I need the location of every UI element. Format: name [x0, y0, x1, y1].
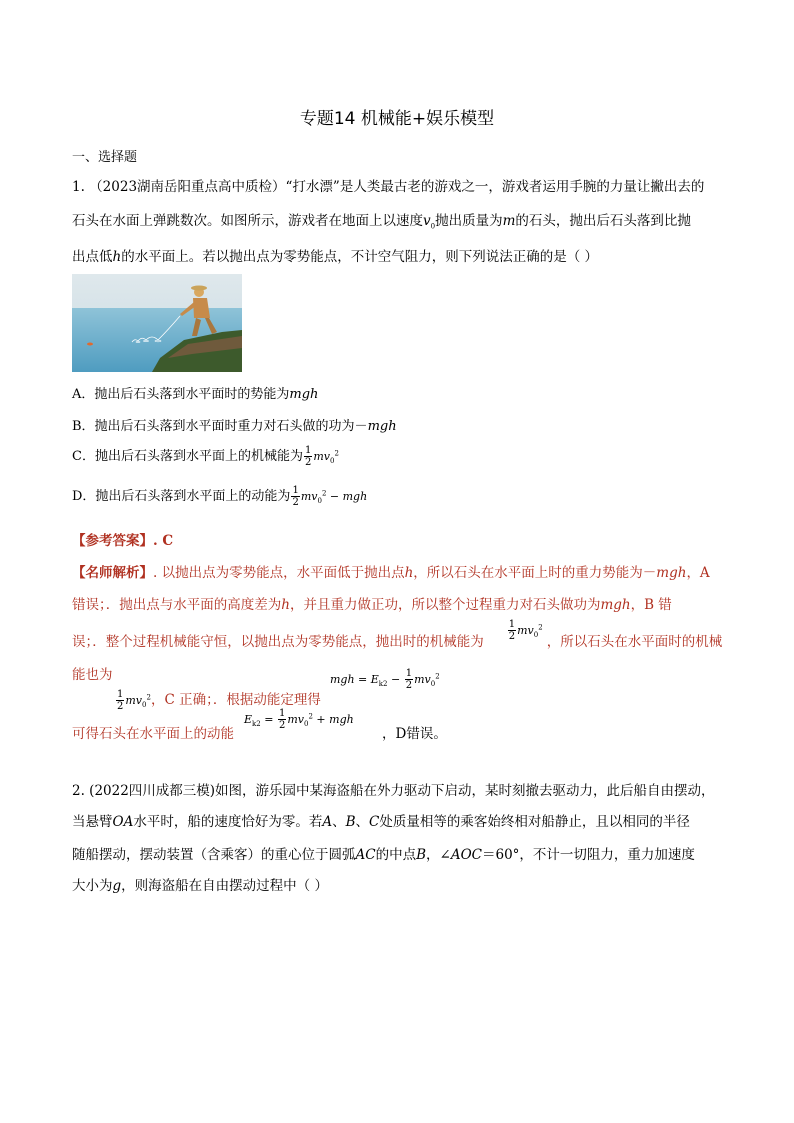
analysis-line-4: 能也为: [72, 667, 113, 683]
fraction-half: $\frac{1}{2}$: [278, 708, 286, 731]
answer-label: 【参考答案】: [72, 533, 153, 549]
q2-line-3: 随船摆动，摆动装置（含乘客）的重心位于圆弧AC的中点B，∠AOC＝60°，不计一切阻力，重力加速度: [72, 847, 695, 863]
fraction-half: $\frac{1}{2}$: [292, 485, 299, 508]
analysis-line-2: 错误；．抛出点与水平面的高度差为h，并且重力做正功，所以整个过程重力对石头做功为mgh，B 错: [72, 597, 672, 613]
answer-value: . C: [153, 533, 174, 549]
stone-skipping-figure: [72, 274, 242, 372]
q1-line-2: 石头在水面上弹跳数次。如图所示，游戏者在地面上以速度$v_0$抛出质量为m的石头，抛出后石头落到比抛: [72, 213, 691, 231]
q2-line-1: 2. (2022四川成都三模)如图，游乐园中某海盗船在外力驱动下启动，某时刻撤去驱动力，此后船自由摆动，: [72, 783, 715, 799]
section-heading: 一、选择题: [72, 150, 138, 165]
q1-option-a: A．抛出后石头落到水平面时的势能为mgh: [72, 387, 319, 402]
fraction-half: $\frac{1}{2}$: [117, 689, 124, 712]
q2-line-4: 大小为g，则海盗船在自由摆动过程中（ ）: [72, 878, 328, 894]
fraction-half: $\frac{1}{2}$: [304, 445, 312, 468]
analysis-line-5-end: ，D错误。: [382, 726, 447, 742]
answer-line: [72, 529, 173, 549]
analysis-label: 【名师解析】: [72, 565, 153, 581]
analysis-line-3: 误；．整个过程机械能守恒，以抛出点为零势能点，抛出时的机械能为 $\frac{1}{2}$ $^{mv_0^2}$，所以石头在水平面时的机械: [72, 619, 723, 650]
page-title: 专题14 机械能+娱乐模型: [299, 109, 495, 129]
analysis-line-4b: $\frac{1}{2}$ $mv_0^2$，C 正确；．根据动能定理得: [117, 689, 321, 712]
q1-option-c: C．抛出后石头落到水平面上的机械能为 $\frac{1}{2}$ $mv_0^2$: [72, 445, 339, 468]
fraction-half: $\frac{1}{2}$: [508, 619, 516, 642]
analysis-line-5: 可得石头在水平面上的动能: [72, 726, 234, 742]
q1-option-b: B．抛出后石头落到水平面时重力对石头做的功为－mgh: [72, 419, 397, 434]
symbol-m: m: [502, 213, 516, 229]
q2-line-2: 当悬臂OA水平时，船的速度恰好为零。若A、B、C处质量相等的乘客始终相对船静止，且以相同的半径: [72, 814, 690, 830]
symbol-h: h: [112, 249, 122, 265]
kinetic-energy-theorem-equation: mgh = $E_{k2}$ − $\frac{1}{2}$ $mv_0^2$: [330, 668, 440, 691]
q1-option-d: D．抛出后石头落到水平面上的动能为 $\frac{1}{2}$ $mv_0^2$ − mgh: [72, 485, 368, 508]
stone-skipping-illustration: [72, 274, 242, 372]
q1-line-3: 出点低h的水平面上。若以抛出点为零势能点，不计空气阻力，则下列说法正确的是（ ）: [72, 249, 598, 265]
q1-line-1: 1. （2023湖南岳阳重点高中质检）“打水漂”是人类最古老的游戏之一，游戏者运用手腕的力量让撇出去的: [72, 179, 705, 195]
analysis-line-1: 【名师解析】. 以抛出点为零势能点，水平面低于抛出点h，所以石头在水平面上时的重力势能为－mgh，A: [72, 565, 710, 581]
kinetic-energy-equation: $E_{k2}$ = $\frac{1}{2}$ $mv_0^2$ + mgh: [244, 708, 354, 731]
fraction-half: $\frac{1}{2}$: [405, 668, 413, 691]
symbol-v0: $v_0$: [423, 213, 436, 231]
